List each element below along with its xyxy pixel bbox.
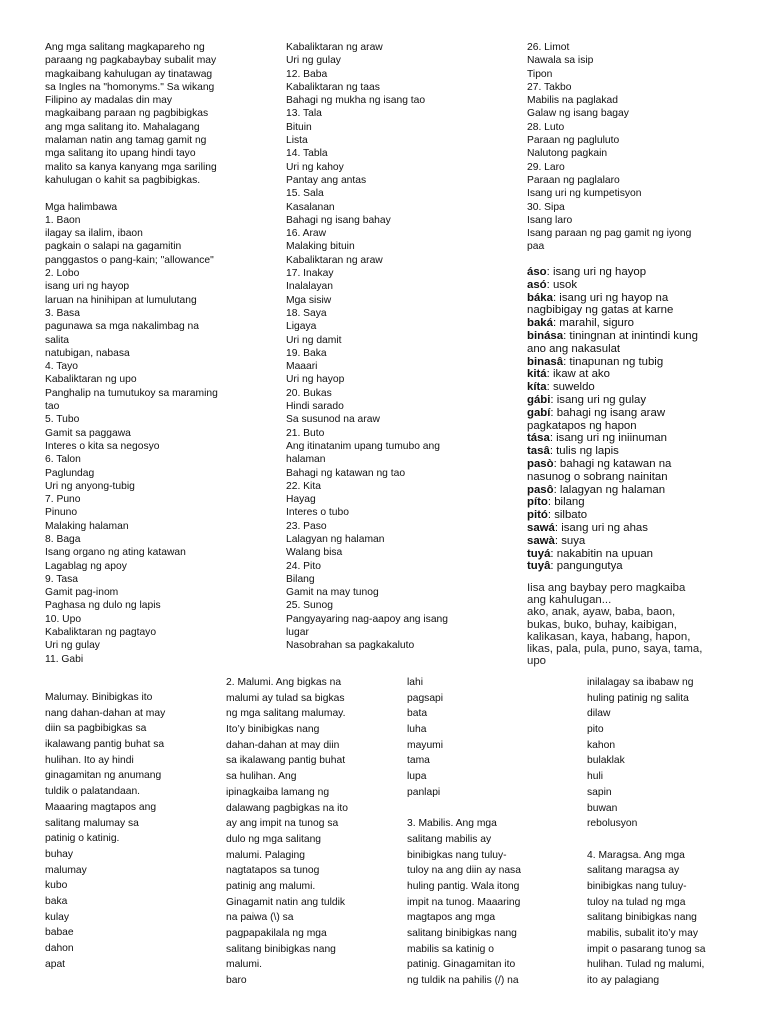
text-line: 13. Tala <box>286 108 322 120</box>
text-line: Isang organo ng ating katawan <box>45 547 186 559</box>
dictionary-entry <box>527 496 757 509</box>
text-line: mga salitang ito upang hindi tayo <box>45 148 196 160</box>
dictionary-entry <box>527 304 757 317</box>
text-line: 3. Basa <box>45 307 80 319</box>
text-line: Ito’y binibigkas nang <box>226 724 320 736</box>
text-line: nagtatapos sa tunog <box>226 865 320 877</box>
text-line: sa hulihan. Ang <box>226 771 297 783</box>
text-line: pagpapakilala ng mga <box>226 928 327 939</box>
text-line: tama <box>407 755 430 767</box>
text-line: buhay <box>45 848 74 860</box>
accent-dictionary-list <box>527 266 757 573</box>
text-line: Pantay ang antas <box>286 174 367 186</box>
dictionary-definition: : suya <box>554 534 586 547</box>
text-line: malumay <box>45 864 87 876</box>
dictionary-definition: : tiningnan at inintindi kung <box>563 329 698 342</box>
text-line: dulo ng mga salitang <box>226 833 322 845</box>
text-line: baro <box>226 975 247 987</box>
text-line: Nalutong pagkain <box>527 148 608 160</box>
text-line: Uri ng kahoy <box>286 161 344 173</box>
text-line: 10. Upo <box>45 613 82 625</box>
dictionary-word: baká <box>527 317 553 330</box>
text-line: ipinagkaiba lamang ng <box>226 786 330 798</box>
text-line: 7. Puno <box>45 494 81 506</box>
text-line: patinig ang malumi. <box>226 880 316 892</box>
text-line: diin sa pagbibigkas sa <box>45 723 147 735</box>
dictionary-word: binása <box>527 329 564 342</box>
top-column-1 <box>45 41 260 666</box>
text-line: pito <box>587 724 604 736</box>
text-line: halaman <box>286 454 326 466</box>
text-line: huling pantig. Wala itong <box>407 880 520 892</box>
text-line: pagunawa sa mga nakalimbag na <box>45 321 199 333</box>
dictionary-word: sawà <box>527 534 555 547</box>
text-line: Mga sisiw <box>286 294 332 306</box>
blank-line <box>407 801 577 817</box>
text-line: paraang ng pagkabaybay subalit may <box>45 55 217 67</box>
text-line: Ligaya <box>286 321 317 333</box>
dictionary-entry <box>527 292 757 305</box>
text-line: tuldik o palatandaan. <box>45 786 141 798</box>
dictionary-entry <box>527 394 757 407</box>
text-line: bata <box>407 708 428 720</box>
text-line: 21. Buto <box>286 427 325 439</box>
dictionary-entry <box>527 266 757 279</box>
text-line: ito ay palagiang <box>587 975 660 987</box>
text-line: Bahagi ng katawan ng tao <box>286 467 406 479</box>
text-line: Kabaliktaran ng pagtayo <box>45 627 157 639</box>
dictionary-word: pitó <box>527 509 548 522</box>
text-line: hulihan. Tulad ng malumi, <box>587 959 705 971</box>
dictionary-definition: : lalagyan ng halaman <box>553 483 666 496</box>
dictionary-entry <box>527 330 757 343</box>
text-line: Interes o kita sa negosyo <box>45 440 160 452</box>
text-line: salitang binibigkas nang <box>407 928 517 939</box>
text-line: Filipino ay madalas din may <box>45 95 173 107</box>
text-line: rebolusyon <box>587 818 638 830</box>
text-line: 29. Laro <box>527 161 565 173</box>
text-line: 23. Paso <box>286 520 327 532</box>
text-line: Kabaliktaran ng upo <box>45 374 137 386</box>
dictionary-definition: : isang uri ng gulay <box>550 393 647 406</box>
text-line: natubigan, nabasa <box>45 347 130 359</box>
dictionary-word: kíta <box>527 381 547 394</box>
blank-line <box>587 832 762 848</box>
text-line: Bahagi ng isang bahay <box>286 214 391 226</box>
text-line: impit o pasarang tunog sa <box>587 943 706 955</box>
text-line: huli <box>587 771 604 783</box>
text-line: pagsapi <box>407 692 444 704</box>
text-line: Uri ng anyong-tubig <box>45 480 135 492</box>
dictionary-definition: : ikaw at ako <box>546 368 610 381</box>
text-line: lahi <box>407 677 424 688</box>
dictionary-word: pasò <box>527 457 554 470</box>
text-line: Paghasa ng dulo ng lapis <box>45 600 161 612</box>
text-line: Galaw ng isang bagay <box>527 108 629 120</box>
text-line: 1. Baon <box>45 214 81 226</box>
dictionary-word: kitá <box>527 368 547 381</box>
dictionary-definition: : bilang <box>547 496 585 509</box>
dictionary-definition: : isang uri ng iniinuman <box>549 432 667 445</box>
dictionary-definition: nagbibigay ng gatas at karne <box>527 304 674 317</box>
dictionary-definition: : bahagi ng katawan na <box>553 457 672 470</box>
text-line: 24. Pito <box>286 560 321 572</box>
dictionary-definition: nasunog o sobrang nainitan <box>527 470 668 483</box>
text-line: ang mga salitang ito. Mahalagang <box>45 121 200 133</box>
text-line: na paiwa (\) sa <box>226 912 294 924</box>
dictionary-definition: : tulis ng lapis <box>549 445 619 458</box>
text-line: Paglundag <box>45 467 95 479</box>
text-line: ng tuldik na pahilis (/) na <box>407 975 519 987</box>
text-line: 25. Sunog <box>286 600 333 612</box>
text-line: mabilis, subalit ito’y may <box>587 928 699 939</box>
text-line: salitang mabilis ay <box>407 833 492 845</box>
text-line: binibigkas nang tuluy- <box>407 849 507 861</box>
text-line: Uri ng gulay <box>286 55 341 67</box>
text-line: inilalagay sa ibabaw ng <box>587 677 694 688</box>
text-line: Bilang <box>286 573 315 585</box>
homograph-note <box>527 582 757 667</box>
dictionary-word: gábi <box>527 393 551 406</box>
bottom-column-3 <box>407 675 577 989</box>
text-line: Sa susunod na araw <box>286 414 380 426</box>
text-line: pagkain o salapi na gagamitin <box>45 241 182 253</box>
text-line: isang uri ng hayop <box>45 281 130 293</box>
text-line: hulihan. Ito ay hindi <box>45 754 134 766</box>
dictionary-definition: : usok <box>546 278 578 291</box>
text-line: Kabaliktaran ng taas <box>286 81 380 93</box>
text-line: paa <box>527 241 545 253</box>
text-line: Malaking bituin <box>286 241 355 253</box>
dictionary-entry <box>527 484 757 497</box>
text-line: tuloy na tulad ng mga <box>587 896 686 908</box>
text-line: dalawang pagbigkas na ito <box>226 802 348 814</box>
text-line: panlapi <box>407 786 441 798</box>
dictionary-entry <box>527 471 757 484</box>
text-line: Uri ng damit <box>286 334 342 346</box>
text-line: apat <box>45 958 66 970</box>
text-line: luha <box>407 724 427 736</box>
text-line: 28. Luto <box>527 121 565 133</box>
text-line: Tipon <box>527 68 553 80</box>
text-line: Bahagi ng mukha ng isang tao <box>286 95 426 107</box>
text-line: Lagablag ng apoy <box>45 560 127 572</box>
text-line: Gamit na may tunog <box>286 587 379 599</box>
dictionary-definition: : silbato <box>547 509 588 522</box>
text-line: 11. Gabi <box>45 653 84 665</box>
dictionary-definition: pagkatapos ng hapon <box>527 419 637 432</box>
dictionary-entry <box>527 458 757 471</box>
text-line: ilagay sa ilalim, ibaon <box>45 228 143 240</box>
bottom-column-4 <box>587 675 762 989</box>
dictionary-entry <box>527 432 757 445</box>
text-line: binibigkas nang tuluy- <box>587 880 687 892</box>
text-line: kubo <box>45 880 68 892</box>
text-line: tao <box>45 401 60 413</box>
bottom-column-1 <box>45 690 215 972</box>
dictionary-definition: : tinapunan ng tubig <box>563 355 664 368</box>
text-line: mayumi <box>407 739 444 751</box>
text-line: 22. Kita <box>286 480 321 492</box>
text-line: lupa <box>407 771 427 783</box>
dictionary-definition: : marahil, siguro <box>552 317 634 330</box>
text-line: 18. Saya <box>286 307 327 319</box>
text-line: Lista <box>286 135 308 147</box>
text-line: sa Ingles na "homonyms." Sa wikang <box>45 81 215 93</box>
dictionary-entry <box>527 548 757 561</box>
dictionary-entry <box>527 560 757 573</box>
text-line: Isang laro <box>527 214 573 226</box>
text-line: 16. Araw <box>286 228 327 240</box>
text-line: sapin <box>587 786 612 798</box>
text-line: malito sa kanya kanyang mga sariling <box>45 161 217 173</box>
text-line: sa ikalawang pantig buhat <box>226 755 346 767</box>
text-line: ng mga salitang malumay. <box>226 708 346 720</box>
text-line: malaman natin ang tamag gamit ng <box>45 135 207 147</box>
text-line: impit na tunog. Maaaring <box>407 896 521 908</box>
homograph-line: upo <box>527 655 547 668</box>
text-line: 20. Bukas <box>286 387 332 399</box>
dictionary-word: binasâ <box>527 355 564 368</box>
text-line: Maaaring magtapos ang <box>45 801 157 813</box>
dictionary-entry <box>527 509 757 522</box>
dictionary-entry <box>527 343 757 356</box>
dictionary-word: píto <box>527 496 548 509</box>
text-line: Nasobrahan sa pagkakaluto <box>286 640 415 652</box>
text-line: Ang mga salitang magkapareho ng <box>45 42 205 53</box>
text-line: bulaklak <box>587 755 625 767</box>
text-line: Nawala sa isip <box>527 55 594 67</box>
text-line: ginagamitan ng anumang <box>45 770 162 782</box>
text-line: Kasalanan <box>286 201 335 213</box>
text-line: Kabaliktaran ng araw <box>286 254 383 266</box>
text-line: kahulugan o kahit sa pagbibigkas. <box>45 174 201 186</box>
text-line: magtapos ang mga <box>407 912 496 924</box>
text-line: Paraan ng pagluluto <box>527 135 620 147</box>
text-line: laruan na hinihipan at lumulutang <box>45 294 197 306</box>
homograph-line: kalikasan, kaya, habang, hapon, <box>527 630 691 643</box>
text-line: huling patinig ng salita <box>587 692 689 704</box>
dictionary-definition: : bahagi ng isang araw <box>550 406 666 419</box>
text-line: kahon <box>587 739 616 751</box>
text-line: 5. Tubo <box>45 414 80 426</box>
text-line: salitang binibigkas nang <box>587 912 697 924</box>
text-line: Malaking halaman <box>45 520 129 532</box>
text-line: 30. Sipa <box>527 201 565 213</box>
homograph-line: ako, anak, ayaw, baba, baon, <box>527 606 676 619</box>
text-line: kulay <box>45 911 70 923</box>
text-line: 4. Maragsa. Ang mga <box>587 849 685 861</box>
text-line: 17. Inakay <box>286 268 334 280</box>
text-line: buwan <box>587 802 618 814</box>
text-line: salitang maragsa ay <box>587 865 680 877</box>
homograph-line: bukas, buko, buhay, kaibigan, <box>527 618 677 631</box>
dictionary-definition: : isang uri ng hayop na <box>552 291 669 304</box>
dictionary-definition: ano ang nakasulat <box>527 342 621 355</box>
text-line: Pangyayaring nag-aapoy ang isang <box>286 613 449 625</box>
text-line: tuloy na ang diin ay nasa <box>407 865 521 877</box>
text-line: patinig. Ginagamitan ito <box>407 959 516 971</box>
dictionary-entry <box>527 279 757 292</box>
text-line: Uri ng hayop <box>286 374 345 386</box>
dictionary-definition: : nakabitin na upuan <box>550 547 654 560</box>
text-line: malumi ay tulad sa bigkas <box>226 692 345 704</box>
text-line: Mabilis na paglakad <box>527 95 619 107</box>
text-line: 15. Sala <box>286 188 324 200</box>
text-line: 8. Baga <box>45 533 81 545</box>
text-line: Interes o tubo <box>286 507 349 519</box>
dictionary-entry <box>527 381 757 394</box>
text-line: magkaibang kahulugan ay tinatawag <box>45 68 213 80</box>
text-line: Hayag <box>286 494 316 506</box>
dictionary-entry <box>527 420 757 433</box>
dictionary-word: asó <box>527 278 547 291</box>
dictionary-definition: : isang uri ng hayop <box>546 266 647 278</box>
text-line: Kabaliktaran ng araw <box>286 42 383 53</box>
text-line: Ang itinatanim upang tumubo ang <box>286 440 440 452</box>
dictionary-word: tasâ <box>527 445 550 458</box>
text-line: dilaw <box>587 708 611 720</box>
text-line: ay ang impit na tunog sa <box>226 818 339 830</box>
text-line: 9. Tasa <box>45 573 79 585</box>
text-line: Gamit pag-inom <box>45 587 119 599</box>
text-line: Mga halimbawa <box>45 201 118 213</box>
text-line: Hindi sarado <box>286 401 344 413</box>
dictionary-word: tása <box>527 432 550 445</box>
text-line: salita <box>45 334 70 346</box>
text-line: 4. Tayo <box>45 361 79 373</box>
text-line: Walang bisa <box>286 547 343 559</box>
dictionary-word: pasô <box>527 483 554 496</box>
text-line: Maaari <box>286 361 318 373</box>
homograph-line: ang kahulugan... <box>527 594 612 607</box>
dictionary-entry <box>527 522 757 535</box>
text-line: 26. Limot <box>527 42 570 53</box>
dictionary-word: tuyâ <box>527 560 551 573</box>
dictionary-word: áso <box>527 266 547 278</box>
text-line: Isang uri ng kumpetisyon <box>527 188 642 200</box>
top-column-2 <box>286 41 501 653</box>
text-line: 2. Malumi. Ang bigkas na <box>226 677 342 688</box>
dictionary-entry <box>527 407 757 420</box>
text-line: patinig o katinig. <box>45 833 120 845</box>
homograph-line: likas, pala, pula, puno, saya, tama, <box>527 642 703 655</box>
text-line: mabilis sa katinig o <box>407 943 494 955</box>
text-line: Pinuno <box>45 507 78 519</box>
text-line: Bituin <box>286 121 312 133</box>
dictionary-definition: : isang uri ng ahas <box>554 521 648 534</box>
text-line: Lalagyan ng halaman <box>286 533 385 545</box>
text-line: ikalawang pantig buhat sa <box>45 739 165 751</box>
dictionary-word: báka <box>527 291 553 304</box>
text-line: 19. Baka <box>286 347 327 359</box>
dictionary-entry <box>527 445 757 458</box>
dictionary-word: gabí <box>527 406 551 419</box>
text-line: lugar <box>286 627 309 639</box>
text-line: nang dahan-dahan at may <box>45 707 166 719</box>
text-line: salitang binibigkas nang <box>226 943 336 955</box>
text-line: Ginagamit natin ang tuldik <box>226 896 346 908</box>
homograph-line: Iisa ang baybay pero magkaiba <box>527 582 686 594</box>
text-line: dahan-dahan at may diin <box>226 739 340 751</box>
text-line: Panghalip na tumutukoy sa maraming <box>45 387 218 399</box>
text-line: panggastos o pang-kain; "allowance" <box>45 254 214 266</box>
bottom-column-2 <box>226 675 396 989</box>
text-line: 6. Talon <box>45 454 81 466</box>
top-column-3 <box>527 41 752 254</box>
blank-line <box>45 187 260 200</box>
text-line: Paraan ng paglalaro <box>527 174 620 186</box>
text-line: dahon <box>45 943 74 954</box>
text-line: baka <box>45 895 68 907</box>
text-line: 12. Baba <box>286 68 328 80</box>
text-line: Inalalayan <box>286 281 333 293</box>
text-line: malumi. <box>226 959 263 971</box>
text-line: 3. Mabilis. Ang mga <box>407 818 497 830</box>
text-line: 14. Tabla <box>286 148 328 160</box>
dictionary-entry <box>527 535 757 548</box>
text-line: 27. Takbo <box>527 81 572 93</box>
text-line: Uri ng gulay <box>45 640 100 652</box>
dictionary-definition: : pangungutya <box>550 560 623 573</box>
dictionary-definition: : suweldo <box>546 381 595 394</box>
dictionary-word: tuyá <box>527 547 551 560</box>
dictionary-entry <box>527 356 757 369</box>
text-line: Gamit sa paggawa <box>45 427 131 439</box>
text-line: Malumay. Binibigkas ito <box>45 692 153 703</box>
text-line: magkaibang paraan ng pagbibigkas <box>45 108 209 120</box>
text-line: malumi. Palaging <box>226 849 305 861</box>
text-line: Isang paraan ng pag gamit ng iyong <box>527 228 692 240</box>
dictionary-word: sawá <box>527 521 555 534</box>
text-line: 2. Lobo <box>45 268 80 280</box>
text-line: salitang malumay sa <box>45 817 139 829</box>
dictionary-entry <box>527 317 757 330</box>
dictionary-entry <box>527 368 757 381</box>
text-line: babae <box>45 927 74 939</box>
